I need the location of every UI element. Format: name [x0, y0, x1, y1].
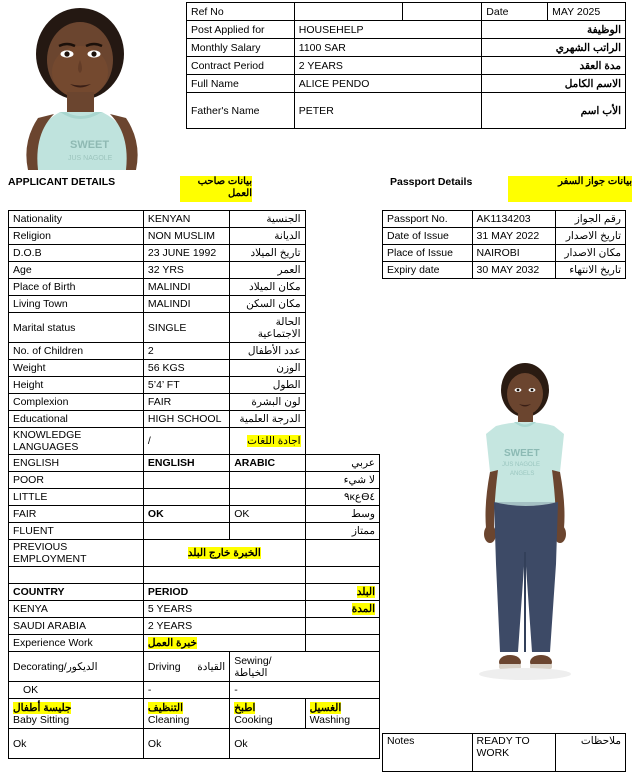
date-label: Date [482, 3, 548, 21]
table-row [9, 489, 380, 506]
language-fluent-arabic: ممتاز [305, 523, 379, 540]
table-row-skills-labels-2 [9, 699, 380, 729]
spacer-cell-1 [9, 567, 144, 584]
table-row-notes [383, 734, 626, 772]
contract-period-arabic: مدة العقد [482, 57, 626, 75]
fathers-name-arabic: الأب اسم [482, 93, 626, 129]
language-level-fair: FAIR [9, 506, 144, 523]
skill-arabic-sewing: الخياطة [234, 666, 268, 679]
field-value-marital-status[interactable]: SINGLE [143, 313, 229, 343]
table-row [383, 245, 626, 262]
table-row [9, 228, 380, 245]
notes-table [382, 733, 626, 772]
passport-details-title-arabic: بيانات جواز السفر [508, 176, 632, 202]
skill-arabic-baby-sitting: جليسة أطفال [13, 701, 72, 714]
field-label-nationality: Nationality [9, 211, 144, 228]
field-label-religion: Religion [9, 228, 144, 245]
language-poor-arabic-col[interactable] [230, 472, 305, 489]
fathers-name-label: Father's Name [187, 93, 295, 129]
applicant-portrait-photo [8, 2, 178, 170]
language-level-fluent: FLUENT [9, 523, 144, 540]
svg-text:JUS NAGOLE: JUS NAGOLE [68, 155, 113, 162]
language-poor-arabic: لا شيء [305, 472, 379, 489]
field-arabic-weight: الوزن [230, 360, 305, 377]
table-row [9, 377, 380, 394]
experience-title-spacer [305, 635, 379, 652]
field-value-complexion[interactable]: FAIR [143, 394, 229, 411]
language-little-english[interactable] [143, 489, 229, 506]
employment-country-1[interactable]: KENYA [9, 601, 144, 618]
table-row [9, 360, 380, 377]
passport-value-date-of-issue[interactable]: 31 MAY 2022 [472, 228, 556, 245]
experience-title: Experience Work [9, 635, 144, 652]
header-form-table [186, 2, 626, 129]
field-arabic-marital-status: الحالة الاجتماعية [230, 313, 305, 343]
field-value-weight[interactable]: 56 KGS [143, 360, 229, 377]
post-applied-value[interactable]: HOUSEHELP [294, 21, 482, 39]
spacer-cell-2 [143, 567, 305, 584]
field-label-place-of-birth: Place of Birth [9, 279, 144, 296]
notes-value[interactable]: READY TO WORK [472, 734, 556, 772]
svg-text:SWEET: SWEET [70, 139, 110, 151]
table-row [383, 228, 626, 245]
employment-header-country: COUNTRY [9, 584, 144, 601]
notes-label: Notes [383, 734, 473, 772]
language-fluent-english[interactable] [143, 523, 229, 540]
contract-period-value[interactable]: 2 YEARS [294, 57, 482, 75]
field-value-height[interactable]: 5’4’ FT [143, 377, 229, 394]
skill-arabic-cooking: اطبخ [234, 701, 256, 714]
monthly-salary-arabic: الراتب الشهري [482, 39, 626, 57]
field-value-living-town[interactable]: MALINDI [143, 296, 229, 313]
table-row-full-name [187, 75, 626, 93]
languages-header-arabic-col: ARABIC [230, 455, 305, 472]
language-level-poor: POOR [9, 472, 144, 489]
table-row [9, 296, 380, 313]
employment-period-2[interactable]: 2 YEARS [143, 618, 305, 635]
field-label-height: Height [9, 377, 144, 394]
skill-label-baby-sitting: جليسة أطفال Baby Sitting [9, 699, 144, 729]
table-row [9, 523, 380, 540]
passport-label-number: Passport No. [383, 211, 473, 228]
table-row-post-applied [187, 21, 626, 39]
language-little-arabic: Ө٤ع٩ĸ [305, 489, 379, 506]
applicant-details-title-arabic: بيانات صاحب العمل [180, 176, 252, 202]
post-applied-arabic: الوظيفة [482, 21, 626, 39]
field-arabic-dob: تاريخ الميلاد [230, 245, 305, 262]
passport-label-date-of-issue: Date of Issue [383, 228, 473, 245]
field-arabic-place-of-birth: مكان الميلاد [230, 279, 305, 296]
monthly-salary-label: Monthly Salary [187, 39, 295, 57]
section-header-band [8, 176, 632, 202]
field-value-place-of-birth[interactable]: MALINDI [143, 279, 229, 296]
languages-header-english: ENGLISH [143, 455, 229, 472]
spacer-cell-3 [305, 567, 379, 584]
field-arabic-nationality: الجنسية [230, 211, 305, 228]
table-row [9, 472, 380, 489]
table-row [9, 313, 380, 343]
table-row [9, 506, 380, 523]
previous-employment-title-spacer [305, 540, 379, 567]
table-row [383, 262, 626, 279]
employment-period-1[interactable]: 5 YEARS [143, 601, 305, 618]
svg-text:JUS NAGOLE: JUS NAGOLE [502, 462, 541, 468]
field-arabic-complexion: لون البشرة [230, 394, 305, 411]
passport-value-place-of-issue[interactable]: NAIROBI [472, 245, 556, 262]
previous-employment-title-arabic: الخبرة خارج البلد [187, 547, 261, 559]
languages-header-arabic: عربي [305, 455, 379, 472]
passport-value-number[interactable]: AK1134203 [472, 211, 556, 228]
field-value-educational[interactable]: HIGH SCHOOL [143, 411, 229, 428]
language-fair-arabic-col[interactable]: OK [230, 506, 305, 523]
table-row-contract-period [187, 57, 626, 75]
refno-label: Ref No [187, 3, 295, 21]
table-row-skills-values-1 [9, 682, 380, 699]
skill-label-decorating: Decorating/الديكور [9, 652, 144, 682]
table-row-spacer [9, 567, 380, 584]
table-row [9, 279, 380, 296]
field-arabic-height: الطول [230, 377, 305, 394]
field-arabic-no-of-children: عدد الأطفال [230, 343, 305, 360]
passport-arabic-number: رقم الجواز [556, 211, 626, 228]
notes-arabic: ملاحظات [556, 734, 626, 772]
table-row-skills-labels-1 [9, 652, 380, 682]
employment-row2-spacer [305, 618, 379, 635]
applicant-details-table [8, 210, 380, 759]
svg-text:SWEET: SWEET [504, 448, 540, 459]
passport-value-expiry[interactable]: 30 MAY 2032 [472, 262, 556, 279]
field-label-marital-status: Marital status [9, 313, 144, 343]
table-row [9, 411, 380, 428]
table-row-refno [187, 3, 626, 21]
field-label-educational: Educational [9, 411, 144, 428]
passport-details-title: Passport Details [390, 176, 473, 188]
previous-employment-title: PREVIOUS EMPLOYMENT [9, 540, 144, 567]
table-row-languages-title [9, 428, 380, 455]
field-label-weight: Weight [9, 360, 144, 377]
refno-value[interactable] [294, 3, 402, 21]
table-row-fathers-name [187, 93, 626, 129]
field-label-age: Age [9, 262, 144, 279]
field-label-living-town: Living Town [9, 296, 144, 313]
skill-value-sewing[interactable]: - [230, 682, 380, 699]
full-name-arabic: الاسم الكامل [482, 75, 626, 93]
field-arabic-religion: الديانة [230, 228, 305, 245]
table-row [9, 394, 380, 411]
experience-title-arabic: خبرة العمل [147, 637, 197, 649]
monthly-salary-value[interactable]: 1100 SAR [294, 39, 482, 57]
skill-value-driving[interactable]: - [143, 682, 229, 699]
svg-text:ANGELS: ANGELS [510, 471, 535, 477]
applicant-full-length-photo [440, 352, 610, 710]
table-row-monthly-salary [187, 39, 626, 57]
passport-label-place-of-issue: Place of Issue [383, 245, 473, 262]
field-label-dob: D.O.B [9, 245, 144, 262]
passport-arabic-place-of-issue: مكان الاصدار [556, 245, 626, 262]
skill-value-baby-sitting[interactable]: Ok [9, 729, 144, 759]
skill-value-cooking[interactable]: Ok [230, 729, 380, 759]
skill-value-cleaning[interactable]: Ok [143, 729, 229, 759]
skill-label-cooking: اطبخ Cooking [230, 699, 305, 729]
table-row-employment-header [9, 584, 380, 601]
language-level-little: LITTLE [9, 489, 144, 506]
field-arabic-living-town: مكان السكن [230, 296, 305, 313]
languages-title: KNOWLEDGE LANGUAGES [9, 428, 144, 455]
passport-label-expiry: Expiry date [383, 262, 473, 279]
table-row [9, 618, 380, 635]
skill-label-sewing: Sewing/ الخياطة [230, 652, 380, 682]
language-little-arabic-col[interactable] [230, 489, 305, 506]
fathers-name-value[interactable]: PETER [294, 93, 482, 129]
field-arabic-age: العمر [230, 262, 305, 279]
field-value-nationality[interactable]: KENYAN [143, 211, 229, 228]
full-name-value[interactable]: ALICE PENDO [294, 75, 482, 93]
table-row [9, 245, 380, 262]
language-poor-english[interactable] [143, 472, 229, 489]
table-row [383, 211, 626, 228]
refno-spacer [402, 3, 482, 21]
employment-header-period: PERIOD [143, 584, 305, 601]
contract-period-label: Contract Period [187, 57, 295, 75]
full-name-label: Full Name [187, 75, 295, 93]
employment-header-country-arabic: البلد [356, 586, 375, 598]
table-row [9, 262, 380, 279]
languages-title-arabic: اجادة اللغات [247, 435, 301, 447]
table-row-experience-title [9, 635, 380, 652]
field-value-age[interactable]: 32 YRS [143, 262, 229, 279]
language-fluent-arabic-col[interactable] [230, 523, 305, 540]
date-value[interactable]: MAY 2025 [548, 3, 626, 21]
employment-country-2[interactable]: SAUDI ARABIA [9, 618, 144, 635]
field-value-no-of-children[interactable]: 2 [143, 343, 229, 360]
field-value-dob[interactable]: 23 JUNE 1992 [143, 245, 229, 262]
passport-details-table [382, 210, 626, 279]
skill-label-driving: Driving القيادة [143, 652, 229, 682]
passport-arabic-date-of-issue: تاريخ الاصدار [556, 228, 626, 245]
passport-arabic-expiry: تاريخ الانتهاء [556, 262, 626, 279]
skill-value-decorating[interactable]: OK [9, 682, 144, 699]
employment-header-period-arabic: المدة [351, 603, 375, 615]
field-value-religion[interactable]: NON MUSLIM [143, 228, 229, 245]
skill-arabic-washing: الغسيل [309, 701, 342, 714]
skill-label-washing: الغسيل Washing [305, 699, 379, 729]
table-row [9, 343, 380, 360]
language-fair-english[interactable]: OK [143, 506, 229, 523]
skill-label-cleaning: التنظيف Cleaning [143, 699, 229, 729]
table-row [9, 601, 380, 618]
skill-arabic-driving: القيادة [197, 660, 226, 673]
table-row [9, 211, 380, 228]
table-row-languages-header [9, 455, 380, 472]
post-applied-label: Post Applied for [187, 21, 295, 39]
skill-arabic-decorating: الديكور [66, 660, 98, 673]
field-label-no-of-children: No. of Children [9, 343, 144, 360]
table-row-skills-values-2 [9, 729, 380, 759]
language-fair-arabic: وسط [305, 506, 379, 523]
languages-title-slash: / [143, 428, 229, 455]
languages-header-level: ENGLISH [9, 455, 144, 472]
field-label-complexion: Complexion [9, 394, 144, 411]
skill-arabic-cleaning: التنظيف [147, 701, 184, 714]
table-row-previous-employment-title [9, 540, 380, 567]
applicant-details-title: APPLICANT DETAILS [8, 176, 116, 188]
field-arabic-educational: الدرجة العلمية [230, 411, 305, 428]
